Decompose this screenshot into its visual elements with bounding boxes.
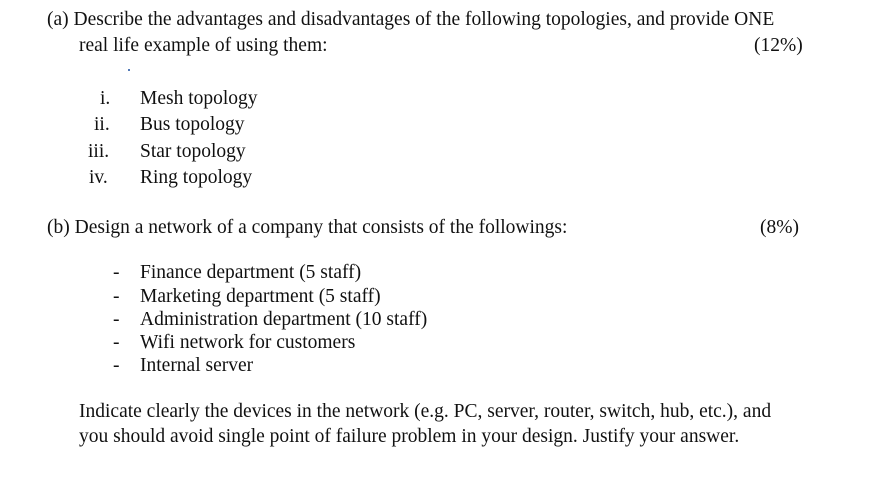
- part-b-bullet: -: [113, 309, 120, 330]
- part-b-list-item: Administration department (10 staff): [140, 309, 428, 330]
- part-a-question-line-1: (a) Describe the advantages and disadvantages of the following topologies, and provide ONE: [47, 9, 775, 30]
- part-b-bullet: -: [113, 355, 120, 376]
- part-b-list-item: Wifi network for customers: [140, 332, 356, 353]
- part-a-item-text: Ring topology: [140, 167, 253, 188]
- part-a-item-text: Star topology: [140, 141, 246, 162]
- part-b-bullet: -: [113, 332, 120, 353]
- part-a-item-number: iv.: [89, 167, 108, 188]
- part-b-marks: (8%): [760, 217, 799, 238]
- part-b-list-item: Finance department (5 staff): [140, 262, 362, 283]
- part-a-item-text: Mesh topology: [140, 88, 258, 109]
- part-b-bullet: -: [113, 262, 120, 283]
- part-b-note-line-2: you should avoid single point of failure problem in your design. Justify your answer.: [79, 426, 740, 447]
- part-b-list-item: Internal server: [140, 355, 254, 376]
- stray-dot: [128, 69, 130, 71]
- part-a-item-number: ii.: [94, 114, 110, 135]
- part-a-item-text: Bus topology: [140, 114, 245, 135]
- part-b-note-line-1: Indicate clearly the devices in the network (e.g. PC, server, router, switch, hub, etc.), and: [79, 401, 772, 422]
- part-a-item-number: iii.: [88, 141, 110, 162]
- part-b-bullet: -: [113, 286, 120, 307]
- part-a-question-line-2: real life example of using them:: [79, 35, 328, 56]
- part-b-question-line-1: (b) Design a network of a company that consists of the followings:: [47, 217, 568, 238]
- part-b-list-item: Marketing department (5 staff): [140, 286, 381, 307]
- part-a-item-number: i.: [100, 88, 111, 109]
- part-a-marks: (12%): [754, 35, 803, 56]
